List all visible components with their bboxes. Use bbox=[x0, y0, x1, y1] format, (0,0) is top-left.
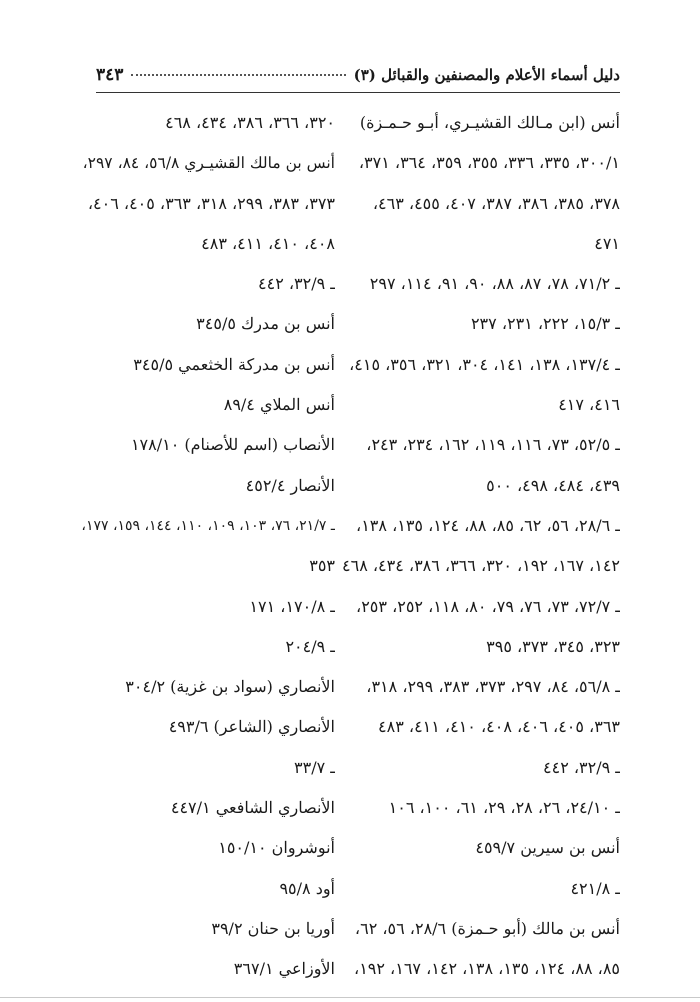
index-entry-line: ـ ٧١/٢، ٧٨، ٨٧، ٨٨، ٩٠، ٩١، ١١٤، ٢٩٧ bbox=[369, 274, 620, 294]
index-entry-line: ٤٠٨، ٤١٠، ٤١١، ٤٨٣ bbox=[201, 233, 335, 253]
index-entry-line: أنس بن مدركة الخثعمي ٣٤٥/٥ bbox=[133, 354, 335, 374]
page-number: ٣٤٣ bbox=[96, 65, 124, 85]
index-entry-line: ـ ٣٢/٩، ٤٤٢ bbox=[543, 757, 620, 777]
index-entry-line: أوريا بن حنان ٣٩/٢ bbox=[211, 918, 335, 938]
index-column-right bbox=[340, 103, 620, 990]
index-entry-line: أنس بن سيرين ٤٥٩/٧ bbox=[475, 838, 620, 858]
index-entry-line: ـ ٤٢١/٨ bbox=[570, 878, 620, 898]
index-column-left bbox=[80, 103, 335, 990]
index-entry-line: ـ ١٣٧/٤، ١٣٨، ١٤١، ٣٠٤، ٣٢١، ٣٥٦، ٤١٥، bbox=[349, 354, 620, 374]
index-entry-line: ـ ٥٢/٥، ٧٣، ١١٦، ١١٩، ١٦٢، ٢٣٤، ٢٤٣، bbox=[366, 435, 620, 455]
index-entry-line: ـ ٧٢/٧، ٧٣، ٧٦، ٧٩، ٨٠، ١١٨، ٢٥٢، ٢٥٣، bbox=[356, 596, 620, 616]
page-bottom-edge bbox=[0, 997, 700, 998]
index-entry-line: ـ ٢١/٧، ٧٦، ١٠٣، ١٠٩، ١١٠، ١٤٤، ١٥٩، ١٧٧، bbox=[81, 517, 335, 534]
index-entry-line: ـ ٢٠٤/٩ bbox=[285, 636, 335, 656]
dot-leader bbox=[131, 74, 345, 76]
index-entry-line: ٣٥٣ bbox=[309, 556, 335, 576]
index-entry-line: ٤٧١ bbox=[594, 233, 620, 253]
index-entry-line: ـ ١٧٠/٨، ١٧١ bbox=[249, 596, 335, 616]
index-entry-line: أنس (ابن مـالك القشيـري، أبـو حـمـزة) bbox=[359, 113, 620, 132]
index-entry-line: أود ٩٥/٨ bbox=[279, 878, 335, 898]
index-entry-line: ٣٧٨، ٣٨٥، ٣٨٦، ٣٨٧، ٤٠٧، ٤٥٥، ٤٦٣، bbox=[372, 193, 620, 213]
index-entry-line: ٣٠٠/١، ٣٣٥، ٣٣٦، ٣٥٥، ٣٥٩، ٣٦٤، ٣٧١، bbox=[358, 153, 620, 173]
index-entry-line: ٤١٦، ٤١٧ bbox=[558, 395, 620, 415]
index-entry-line: ١٤٢، ١٦٧، ١٩٢، ٣٢٠، ٣٦٦، ٣٨٦، ٤٣٤، ٤٦٨ bbox=[342, 556, 620, 576]
index-entry-line: الأنصاري (الشاعر) ٤٩٣/٦ bbox=[168, 717, 335, 737]
index-entry-line: ـ ٣٣/٧ bbox=[294, 757, 335, 777]
running-title: دليل أسماء الأعلام والمصنفين والقبائل (٣) bbox=[353, 66, 620, 84]
index-entry-line: ٣٦٣، ٤٠٥، ٤٠٦، ٤٠٨، ٤١٠، ٤١١، ٤٨٣ bbox=[378, 717, 620, 737]
index-entry-line: ٨٥، ٨٨، ١٢٤، ١٣٥، ١٣٨، ١٤٢، ١٦٧، ١٩٢، bbox=[354, 959, 620, 979]
index-entry-line: أنس بن مالك القشيـري ٥٦/٨، ٨٤، ٢٩٧، bbox=[82, 154, 335, 173]
index-entry-line: ٣٢٠، ٣٦٦، ٣٨٦، ٤٣٤، ٤٦٨ bbox=[165, 113, 335, 132]
index-entry-line: ٤٣٩، ٤٨٤، ٤٩٨، ٥٠٠ bbox=[486, 475, 620, 495]
index-entry-line: أنس الملاي ٨٩/٤ bbox=[223, 395, 335, 415]
index-entry-line: ـ ١٥/٣، ٢٢٢، ٢٣١، ٢٣٧ bbox=[470, 314, 620, 334]
index-entry-line: الأنصاري (سواد بن غزية) ٣٠٤/٢ bbox=[125, 677, 335, 697]
index-entry-line: الأوزاعي ٣٦٧/١ bbox=[233, 959, 335, 979]
index-entry-line: ـ ٢٨/٦، ٥٦، ٦٢، ٨٥، ٨٨، ١٢٤، ١٣٥، ١٣٨، bbox=[356, 515, 620, 535]
index-entry-line: أنوشروان ١٥٠/١٠ bbox=[218, 838, 335, 858]
page-header bbox=[96, 58, 620, 93]
index-entry-line: ٣٧٣، ٣٨٣، ٢٩٩، ٣١٨، ٣٦٣، ٤٠٥، ٤٠٦، bbox=[87, 193, 335, 213]
index-entry-line: الأنصاب (اسم للأصنام) ١٧٨/١٠ bbox=[130, 435, 335, 455]
index-entry-line: الأنصاري الشافعي ٤٤٧/١ bbox=[170, 798, 335, 818]
index-entry-line: الأنصار ٤٥٢/٤ bbox=[245, 475, 335, 495]
index-entry-line: ٣٢٣، ٣٤٥، ٣٧٣، ٣٩٥ bbox=[486, 636, 620, 656]
index-entry-line: ـ ٣٢/٩، ٤٤٢ bbox=[258, 274, 335, 294]
index-entry-line: ـ ٢٤/١٠، ٢٦، ٢٨، ٢٩، ٦١، ١٠٠، ١٠٦ bbox=[388, 798, 620, 818]
index-entry-line: أنس بن مالك (أبو حـمزة) ٢٨/٦، ٥٦، ٦٢، bbox=[354, 918, 620, 938]
index-entry-line: أنس بن مدرك ٣٤٥/٥ bbox=[196, 314, 335, 334]
index-entry-line: ـ ٥٦/٨، ٨٤، ٢٩٧، ٣٧٣، ٣٨٣، ٢٩٩، ٣١٨، bbox=[366, 677, 620, 697]
